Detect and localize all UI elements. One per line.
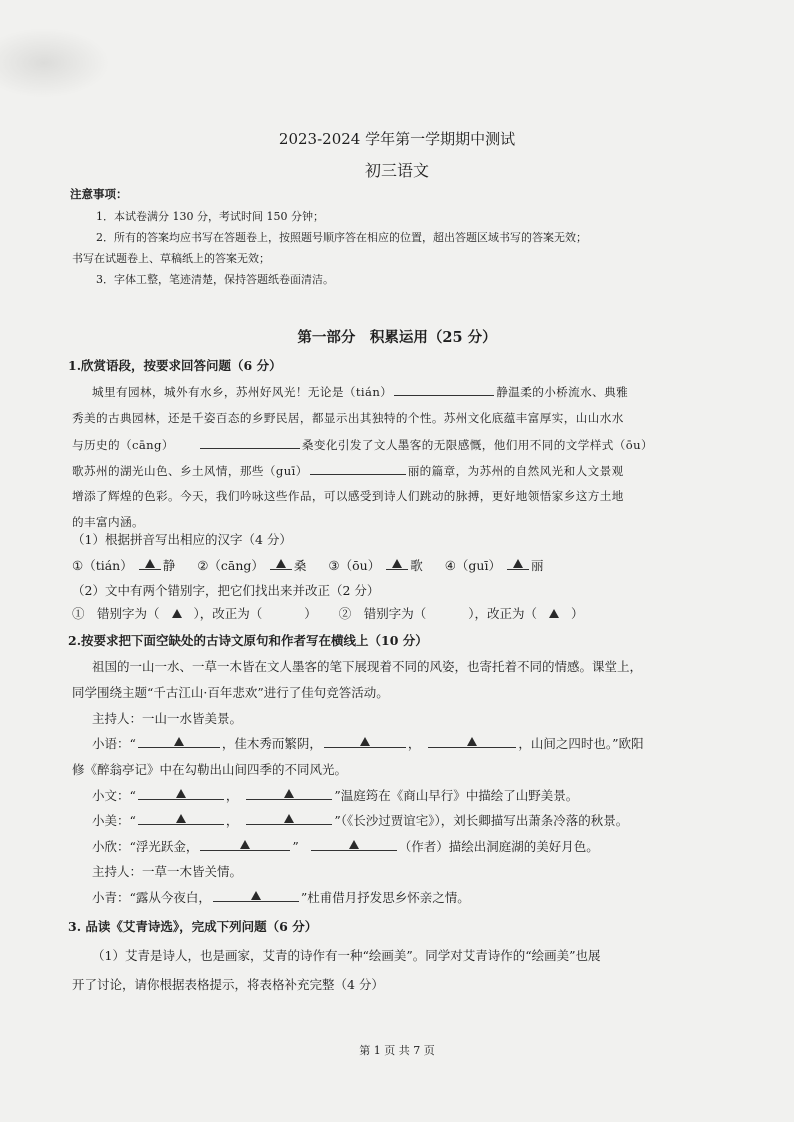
pinyin-2-after: 桑 xyxy=(293,558,307,573)
close-paren: ） xyxy=(570,606,584,621)
triangle-icon xyxy=(392,559,402,568)
q1-text: 与历史的（cāng） xyxy=(72,438,174,452)
triangle-icon xyxy=(240,840,250,849)
q2-text: ， xyxy=(407,736,421,751)
q1-para-line-2: 秀美的古典园林，还是千姿百态的乡野民居，都显示出其独特的个性。苏州文化底蕴丰富厚实，山山水水 xyxy=(72,411,624,425)
triangle-icon xyxy=(176,814,186,823)
q1-text: 歌苏州的湖光山色、乡土风情，那些（guī） xyxy=(72,464,308,478)
q2-text: 小青：“露从今夜白， xyxy=(92,890,211,905)
q2-text: ，山间之四时也。”欧阳 xyxy=(518,736,644,751)
q2-text: ” xyxy=(292,839,299,854)
triangle-icon xyxy=(276,559,286,568)
fix-label-2: ），改正为（ xyxy=(468,606,537,621)
pinyin-4-after: 丽 xyxy=(530,558,544,573)
triangle-icon xyxy=(174,737,184,746)
triangle-icon xyxy=(513,559,523,568)
triangle-icon xyxy=(176,789,186,798)
triangle-icon xyxy=(467,737,477,746)
answer-blank[interactable] xyxy=(200,838,290,851)
q1-text: 桑变化引发了文人墨客的无限感慨，他们用不同的文学样式（ōu） xyxy=(301,438,653,452)
q2-text: 小文：“ xyxy=(92,788,136,803)
answer-blank[interactable] xyxy=(507,557,529,570)
answer-blank[interactable] xyxy=(139,557,161,570)
answer-blank[interactable] xyxy=(200,436,300,449)
host-line-2: 主持人：一草一木皆关情。 xyxy=(92,864,243,879)
triangle-icon[interactable] xyxy=(172,609,182,618)
answer-blank[interactable] xyxy=(324,735,406,748)
answer-blank[interactable] xyxy=(138,735,220,748)
q2-text: ，佳木秀而繁阴， xyxy=(221,736,322,751)
q1-sub1-items xyxy=(72,556,543,574)
q2-text: 小欣：“浮光跃金， xyxy=(92,839,199,854)
q1-para-line-3 xyxy=(72,436,653,453)
note-item-3: 3．字体工整，笔迹清楚，保持答题纸卷面清洁。 xyxy=(96,273,334,286)
answer-blank[interactable] xyxy=(213,889,299,902)
q1-text: 丽的篇章，为苏州的自然风光和人文景观 xyxy=(407,464,624,478)
triangle-icon[interactable] xyxy=(549,609,559,618)
answer-blank[interactable] xyxy=(246,812,332,825)
answer-blank[interactable] xyxy=(311,838,397,851)
pinyin-3-after: 歌 xyxy=(410,558,423,573)
q1-sub1: （1）根据拼音写出相应的汉字（4 分） xyxy=(72,532,292,547)
q3-sub1-line-1: （1）艾青是诗人，也是画家，艾青的诗作有一种“绘画美”。同学对艾青诗作的“绘画美”也展 xyxy=(92,948,601,963)
scan-smudge xyxy=(0,28,110,98)
page-title: 2023-2024 学年第一学期期中测试 xyxy=(278,130,516,148)
q2-intro-2: 同学围绕主题“千古江山·百年悲欢”进行了佳句竞答活动。 xyxy=(72,685,389,700)
q3-heading: 3. 品读《艾青诗选》，完成下列问题（6 分） xyxy=(68,919,318,934)
q1-text: 静温柔的小桥流水、典雅 xyxy=(496,385,629,399)
q2-text: ”温庭筠在《商山早行》中描绘了山野美景。 xyxy=(334,788,579,803)
answer-blank[interactable] xyxy=(138,812,224,825)
q1-para-line-1 xyxy=(92,383,628,400)
q2-text: ”（《长沙过贾谊宅》），刘长卿描写出萧条冷落的秋景。 xyxy=(334,813,629,828)
q1-para-line-5: 增添了辉煌的色彩。今天，我们吟咏这些作品，可以感受到诗人们跳动的脉搏，更好地领悟家乡这方土地 xyxy=(72,489,624,503)
answer-blank[interactable] xyxy=(270,557,292,570)
q1-sub2-items xyxy=(72,604,583,622)
answer-blank[interactable] xyxy=(428,735,516,748)
pinyin-1-after: 静 xyxy=(162,558,176,573)
xiaoqing-line xyxy=(92,888,470,906)
note-item-2: 2．所有的答案均应书写在答题卷上，按照题号顺序答在相应的位置，超出答题区域书写的答案无效； xyxy=(96,231,587,244)
q1-heading: 1.欣赏语段，按要求回答问题（6 分） xyxy=(68,358,282,373)
q2-heading: 2.按要求把下面空缺处的古诗文原句和作者写在横线上（10 分） xyxy=(68,633,428,648)
answer-blank[interactable] xyxy=(310,462,406,475)
page-number: 第 1 页 共 7 页 xyxy=(359,1044,435,1057)
part1-title: 第一部分 积累运用（25 分） xyxy=(297,329,497,346)
xiaomei-line xyxy=(92,811,628,829)
triangle-icon xyxy=(251,891,261,900)
xiaoyu-line xyxy=(92,734,644,752)
xiaoyu-line-cont: 修《醉翁亭记》中在勾勒出山间四季的不同风光。 xyxy=(72,762,348,777)
answer-blank[interactable] xyxy=(394,383,494,396)
note-item-1: 1．本试卷满分 130 分，考试时间 150 分钟； xyxy=(96,210,324,223)
pinyin-3: ③（ōu） xyxy=(328,558,381,573)
q2-text: ， xyxy=(225,813,239,828)
triangle-icon xyxy=(360,737,370,746)
note-item-2-cont: 书写在试题卷上、草稿纸上的答案无效； xyxy=(72,252,270,265)
q2-text: （作者）描绘出洞庭湖的美好月色。 xyxy=(398,839,599,854)
triangle-icon xyxy=(145,559,155,568)
typo-label-1: ① 错别字为（ xyxy=(72,606,160,621)
fix-label-1: ），改正为（ xyxy=(193,606,263,621)
pinyin-4: ④（guī） xyxy=(444,558,501,573)
q1-sub2: （2）文中有两个错别字，把它们找出来并改正（2 分） xyxy=(72,583,380,598)
xiaowen-line xyxy=(92,786,578,804)
notes-heading: 注意事项： xyxy=(70,187,128,201)
xiaoxin-line xyxy=(92,837,599,855)
q1-para-line-4 xyxy=(72,462,624,479)
triangle-icon xyxy=(284,789,294,798)
answer-blank[interactable] xyxy=(246,787,332,800)
q1-para-line-6: 的丰富内涵。 xyxy=(72,515,144,529)
host-line-1: 主持人：一山一水皆美景。 xyxy=(92,711,243,726)
pinyin-1: ①（tián） xyxy=(72,558,133,573)
q2-text: 小美：“ xyxy=(92,813,136,828)
triangle-icon xyxy=(284,814,294,823)
answer-blank[interactable] xyxy=(138,787,224,800)
close-paren: ） xyxy=(304,606,317,621)
pinyin-2: ②（cāng） xyxy=(197,558,264,573)
q1-text: 城里有园林，城外有水乡，苏州好风光！无论是（tián） xyxy=(92,385,393,399)
answer-blank[interactable] xyxy=(386,557,408,570)
typo-label-2: ② 错别字为（ xyxy=(338,606,427,621)
q2-text: ， xyxy=(225,788,239,803)
q2-intro-1: 祖国的一山一水、一草一木皆在文人墨客的笔下展现着不同的风姿，也寄托着不同的情感。课堂上， xyxy=(92,659,643,674)
q3-sub1-line-2: 开了讨论，请你根据表格提示，将表格补充完整（4 分） xyxy=(72,977,384,992)
page-subtitle: 初三语文 xyxy=(364,161,429,180)
q2-text: 小语：“ xyxy=(92,736,136,751)
q2-text: ”杜甫借月抒发思乡怀亲之情。 xyxy=(300,890,470,905)
triangle-icon xyxy=(349,840,359,849)
